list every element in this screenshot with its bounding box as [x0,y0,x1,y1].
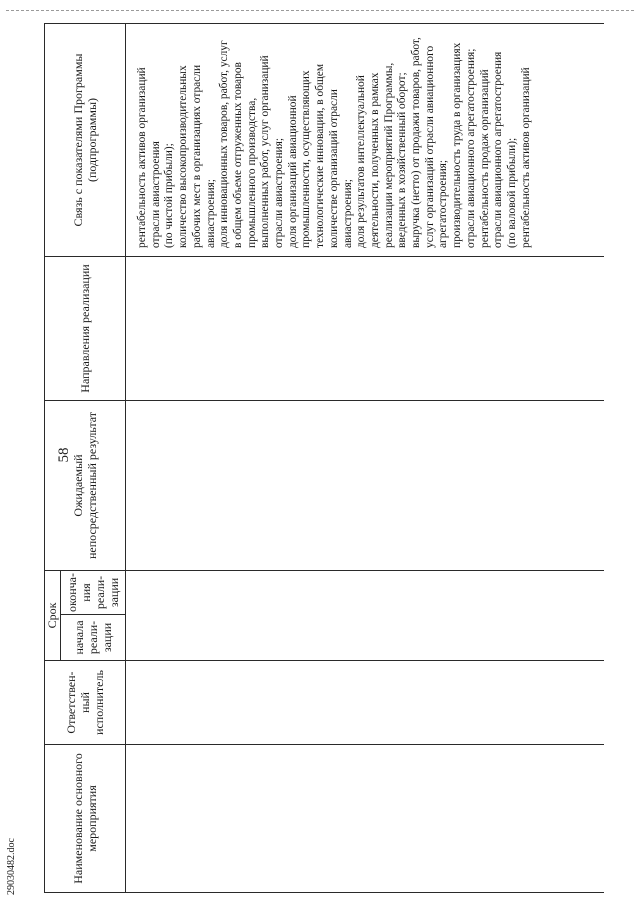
column-result [44,401,604,571]
indicator-line: производительность труда в организациях [451,42,464,248]
header-term-start: начала реали-зации [60,614,126,660]
header-indicators: Связь с показателями Программы (подпрограммы) [44,24,126,256]
document-id: 29030482.doc [6,838,17,895]
column-executor [44,661,604,745]
page-number: 58 [56,447,72,463]
indicator-line: рентабельность продаж организаций [478,69,491,248]
indicator-line: авиастроения; [341,179,354,248]
indicator-line: в общем объеме отгруженных товаров [231,62,244,248]
indicator-line: выручка (нетто) от продажи товаров, работ, [410,37,423,248]
indicator-line: (по валовой прибыли); [505,137,518,248]
measures-table [44,23,604,893]
header-name: Наименование основного мероприятия [44,745,126,892]
indicator-line: отрасли авиастроения [149,141,162,248]
indicator-line: услуг организаций отрасли авиационного [423,45,436,248]
indicator-line: агрегатостроения; [437,159,450,248]
indicator-line: отрасли авиационного агрегатостроения; [464,48,477,248]
indicator-line: рентабельность активов организаций [136,67,148,248]
indicator-line: промышленного производства, [245,97,258,248]
header-term: Срок [44,571,61,660]
indicator-line: деятельности, полученных в рамках [368,72,381,248]
indicator-line: технологические инновации, в общем [314,63,327,248]
indicator-line: количестве организаций отрасли [327,89,340,248]
header-executor: Ответствен-ный исполнитель [44,661,126,744]
indicator-line: доля результатов интеллектуальной [355,75,368,248]
column-directions [44,257,604,401]
indicator-line: выполненных работ, услуг организаций [259,55,272,248]
indicator-line: доля организаций авиационной [286,95,299,248]
indicator-line: количество высокопроизводительных [177,65,190,248]
column-name [44,745,604,893]
indicator-line: авиастроения; [204,179,217,248]
indicator-line: (по чистой прибыли); [163,143,176,248]
indicator-line: введенных в хозяйственный оборот; [396,72,409,248]
indicator-line: рентабельность активов организаций [519,67,532,248]
indicator-line: отрасли авиационного агрегатостроения [492,51,505,248]
indicator-line: доля инновационных товаров, работ, услуг [218,40,231,248]
header-result: Ожидаемый непосредственный результат [44,401,126,570]
header-directions: Направления реализации [44,257,126,400]
header-term-end: оконча-ния реали-зации [60,571,126,614]
indicator-line: промышленности, осуществляющих [300,70,313,248]
column-indicators [44,23,604,257]
indicator-line: рабочих мест в организациях отрасли [190,64,203,248]
column-term [44,571,604,661]
indicator-line: реализации мероприятий Программы, [382,62,395,248]
indicator-list [136,24,533,256]
indicator-line: отрасли авиастроения; [273,137,286,248]
